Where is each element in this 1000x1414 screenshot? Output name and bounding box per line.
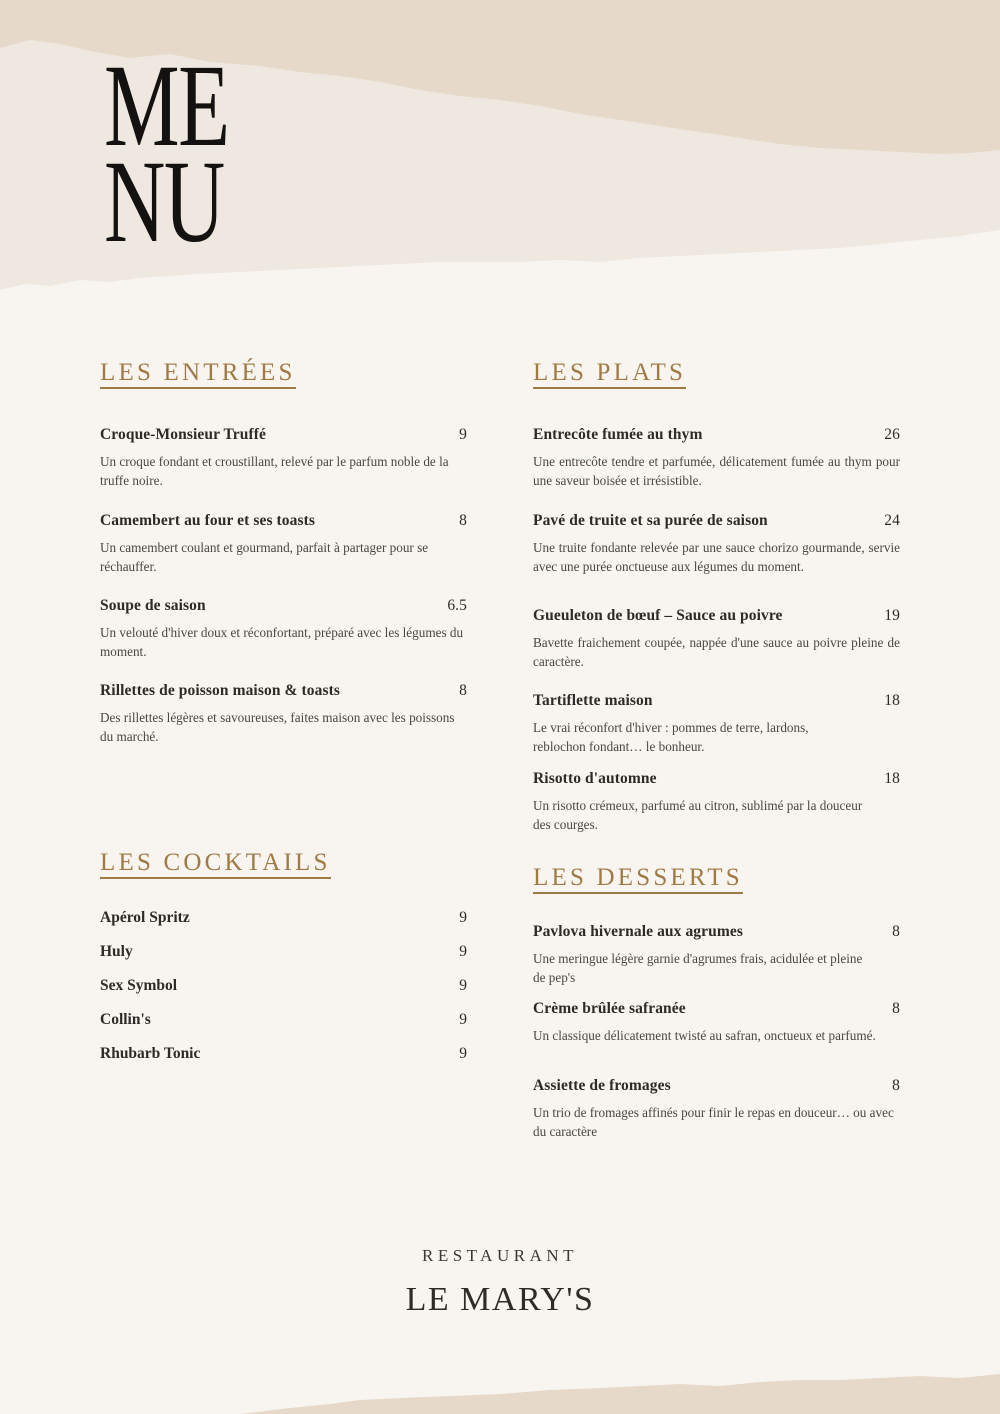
cocktail-price: 9 [459,1011,467,1028]
cocktail-price: 9 [459,943,467,960]
cocktail-item [100,909,467,927]
item-description: Bavette fraichement coupée, nappée d'une sauce au poivre pleine de caractère. [533,635,900,669]
item-description: Un camembert coulant et gourmand, parfait à partager pour se réchauffer. [100,540,429,574]
menu-item [100,512,467,576]
item-description: Une entrecôte tendre et parfumée, délicatement fumée au thym pour une saveur boisée et irrésistible. [533,454,900,488]
item-description: Une meringue légère garnie d'agrumes frais, acidulée et pleine de pep's [533,951,863,985]
item-description: Un trio de fromages affinés pour finir le repas en douceur… ou avec du caractère [533,1105,894,1139]
item-name: Camembert au four et ses toasts [100,512,316,529]
item-name: Pavé de truite et sa purée de saison [533,512,768,529]
item-name: Risotto d'automne [533,770,657,787]
cocktail-name: Huly [100,943,133,960]
item-name: Rillettes de poisson maison & toasts [100,682,340,699]
cocktail-price: 9 [459,977,467,994]
item-name: Crème brûlée safranée [533,1000,686,1017]
menu-item [533,923,900,987]
item-price: 26 [884,426,900,443]
item-name: Gueuleton de bœuf – Sauce au poivre [533,607,783,624]
cocktail-item [100,977,467,995]
cocktail-name: Rhubarb Tonic [100,1045,201,1062]
footer-restaurant-name: LE MARY'S [405,1281,595,1318]
menu-item [533,426,900,490]
cocktail-item [100,1011,467,1029]
section-title-desserts: LES DESSERTS [533,865,743,894]
section-title-entrees: LES ENTRÉES [100,360,296,389]
item-price: 19 [884,607,900,624]
item-name: Entrecôte fumée au thym [533,426,703,443]
item-description: Des rillettes légères et savoureuses, faites maison avec les poissons du marché. [100,710,455,744]
item-name: Pavlova hivernale aux agrumes [533,923,743,940]
item-price: 18 [884,770,900,787]
item-name: Assiette de fromages [533,1077,671,1094]
menu-item [533,692,900,756]
item-description: Un velouté d'hiver doux et réconfortant, préparé avec les légumes du moment. [100,625,464,659]
item-price: 8 [459,682,467,699]
menu-title-line-1: ME [104,40,229,171]
menu-item [100,682,467,746]
section-title-cocktails: LES COCKTAILS [100,850,331,879]
item-price: 9 [459,426,467,443]
cocktail-price: 9 [459,909,467,926]
menu-item [100,426,467,490]
item-price: 6.5 [447,597,467,614]
section-title-plats: LES PLATS [533,360,686,389]
cocktail-name: Sex Symbol [100,977,178,994]
item-price: 8 [892,1000,900,1017]
item-price: 24 [884,512,900,529]
item-description: Une truite fondante relevée par une sauce chorizo gourmande, servie avec une purée onctueuse aux légumes du moment. [533,540,900,574]
menu-title [104,40,229,267]
item-name: Tartiflette maison [533,692,653,709]
menu-item [533,1000,900,1045]
item-name: Croque-Monsieur Truffé [100,426,266,443]
menu-item [533,607,900,671]
item-description: Un croque fondant et croustillant, relevé par le parfum noble de la truffe noire. [100,454,449,488]
cocktail-name: Apérol Spritz [100,909,190,926]
cocktail-price: 9 [459,1045,467,1062]
menu-item [533,770,900,834]
item-name: Soupe de saison [100,597,206,614]
item-description: Un classique délicatement twisté au safran, onctueux et parfumé. [533,1028,876,1043]
item-description: Le vrai réconfort d'hiver : pommes de terre, lardons, reblochon fondant… le bonheur. [533,720,809,754]
item-price: 8 [892,1077,900,1094]
item-price: 8 [892,923,900,940]
cocktail-item [100,943,467,961]
item-price: 18 [884,692,900,709]
item-price: 8 [459,512,467,529]
footer-restaurant-label: RESTAURANT [421,1246,579,1265]
menu-item [533,512,900,576]
menu-item [100,597,467,661]
cocktail-name: Collin's [100,1011,151,1028]
menu-item [533,1077,900,1141]
cocktail-item [100,1045,467,1063]
item-description: Un risotto crémeux, parfumé au citron, sublimé par la douceur des courges. [533,798,863,832]
menu-title-line-2: NU [104,136,224,267]
